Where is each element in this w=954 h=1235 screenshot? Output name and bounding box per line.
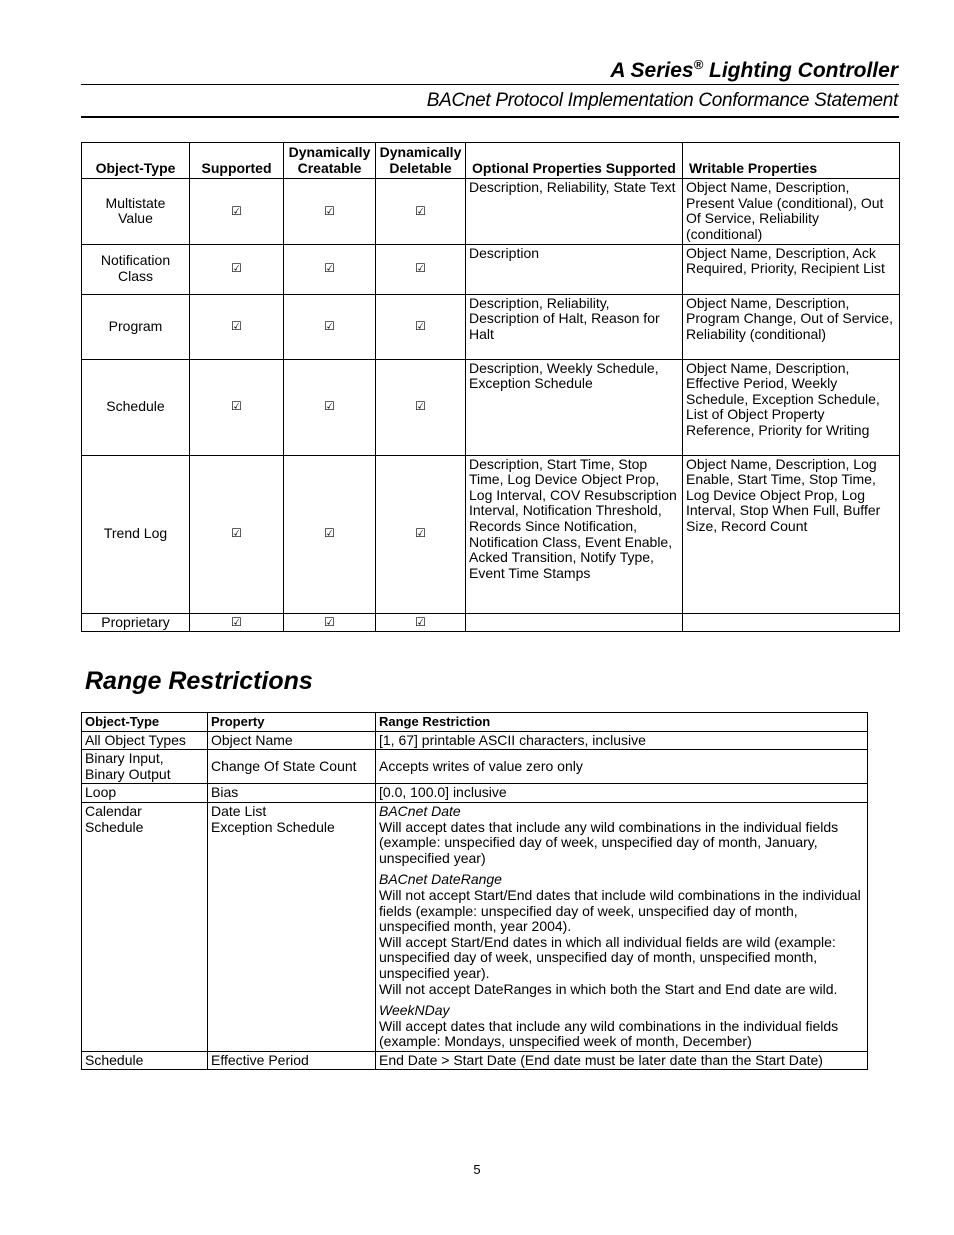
restriction-cell: [1, 67] printable ASCII characters, inclusive [376,731,868,750]
table-row [82,1051,868,1070]
property-cell: Object Name [208,731,376,750]
col-header-deletable: Dynamically Deletable [376,143,466,179]
object-type-cell: Program [82,294,190,359]
page-number: 5 [473,1162,481,1177]
restriction-cell: Accepts writes of value zero only [376,750,868,784]
optional-properties-cell [466,613,683,632]
weeknday-block [379,1003,864,1050]
supported-check-icon: ☑ [190,294,284,359]
property-cell: Bias [208,784,376,803]
object-type-cell: Notification Class [82,244,190,294]
object-types-table [81,142,900,632]
table-header-row [82,143,900,179]
table-row [82,613,900,632]
document-subtitle: BACnet Protocol Implementation Conformance Statement [426,90,898,111]
table-header-row [82,713,868,732]
table-row [82,244,900,294]
table-row [82,455,900,613]
block-text: Will not accept Start/End dates that include wild combinations in the individual fields (example: unspecified day of week, unspecified day of month, unspecified month, year 2004). [379,886,861,935]
block-text: Will accept dates that include any wild combinations in the individual fields (example: Mondays, unspecified week of month, December) [379,1017,839,1050]
object-type-cell: Multistate Value [82,179,190,244]
table-row [82,731,868,750]
writable-properties-cell [683,613,900,632]
col-header-optional: Optional Properties Supported [466,143,683,179]
property-cell: Effective Period [208,1051,376,1070]
creatable-check-icon: ☑ [284,244,376,294]
writable-properties-cell: Object Name, Description, Log Enable, Start Time, Stop Time, Log Device Object Prop, Log Interval, Stop When Full, Buffer Size, Record Count [683,455,900,613]
col-header-creatable: Dynamically Creatable [284,143,376,179]
block-text: Will accept Start/End dates in which all individual fields are wild (example: unspecified day of week, unspecified day of month, unspecified month, unspecified year). [379,933,836,981]
writable-properties-cell: Object Name, Description, Effective Period, Weekly Schedule, Exception Schedule, List of Object Property Reference, Priority for Writing [683,359,900,455]
table-row [82,179,900,244]
bacnet-daterange-block [379,872,864,997]
supported-check-icon: ☑ [190,455,284,613]
table-row [82,802,868,1051]
object-type-cell: Schedule [82,1051,208,1070]
col-header-object-type: Object-Type [82,713,208,732]
property-cell: Change Of State Count [208,750,376,784]
supported-check-icon: ☑ [190,613,284,632]
document-title: A Series® Lighting Controller [610,57,898,82]
object-type-cell: All Object Types [82,731,208,750]
restriction-cell: End Date > Start Date (End date must be later date than the Start Date) [376,1051,868,1070]
section-title: Range Restrictions [85,667,313,695]
optional-properties-cell: Description [466,244,683,294]
optional-properties-cell: Description, Reliability, Description of Halt, Reason for Halt [466,294,683,359]
table-row [82,750,868,784]
deletable-check-icon: ☑ [376,244,466,294]
optional-properties-cell: Description, Start Time, Stop Time, Log Device Object Prop, Log Interval, COV Resubscription Interval, Notification Threshold, Records Since Notification, Notification Class, Event Enable, Acked Transition, Notify Type, Event Time Stamps [466,455,683,613]
object-type-cell: Proprietary [82,613,190,632]
supported-check-icon: ☑ [190,244,284,294]
block-heading: WeekNDay [379,1002,450,1019]
table-row [82,784,868,803]
deletable-check-icon: ☑ [376,359,466,455]
deletable-check-icon: ☑ [376,179,466,244]
writable-properties-cell: Object Name, Description, Program Change, Out of Service, Reliability (conditional) [683,294,900,359]
col-header-property: Property [208,713,376,732]
writable-properties-cell: Object Name, Description, Ack Required, Priority, Recipient List [683,244,900,294]
deletable-check-icon: ☑ [376,294,466,359]
col-header-writable: Writable Properties [683,143,900,179]
supported-check-icon: ☑ [190,179,284,244]
col-header-range-restriction: Range Restriction [376,713,868,732]
range-restrictions-table [81,712,868,1070]
block-heading: BACnet Date [379,802,461,819]
table-row [82,359,900,455]
object-type-cell: Binary Input, Binary Output [82,750,208,784]
col-header-object-type: Object-Type [82,143,190,179]
property-cell: Date List Exception Schedule [208,802,376,1051]
creatable-check-icon: ☑ [284,179,376,244]
block-text: Will not accept DateRanges in which both the Start and End date are wild. [379,980,838,997]
object-type-cell: Schedule [82,359,190,455]
optional-properties-cell: Description, Reliability, State Text [466,179,683,244]
restriction-cell [376,802,868,1051]
deletable-check-icon: ☑ [376,455,466,613]
header-rule-top [81,84,899,85]
col-header-supported: Supported [190,143,284,179]
optional-properties-cell: Description, Weekly Schedule, Exception Schedule [466,359,683,455]
block-text: Will accept dates that include any wild combinations in the individual fields (example: unspecified day of week, unspecified day of month, January, unspecified year) [379,818,839,866]
creatable-check-icon: ☑ [284,294,376,359]
object-type-cell: Loop [82,784,208,803]
object-type-cell: Calendar Schedule [82,802,208,1051]
deletable-check-icon: ☑ [376,613,466,632]
header-rule-bottom [81,116,899,118]
restriction-cell: [0.0, 100.0] inclusive [376,784,868,803]
block-heading: BACnet DateRange [379,871,502,888]
supported-check-icon: ☑ [190,359,284,455]
bacnet-date-block [379,804,864,866]
writable-properties-cell: Object Name, Description, Present Value (conditional), Out Of Service, Reliability (conditional) [683,179,900,244]
table-row [82,294,900,359]
object-type-cell: Trend Log [82,455,190,613]
creatable-check-icon: ☑ [284,455,376,613]
creatable-check-icon: ☑ [284,359,376,455]
creatable-check-icon: ☑ [284,613,376,632]
